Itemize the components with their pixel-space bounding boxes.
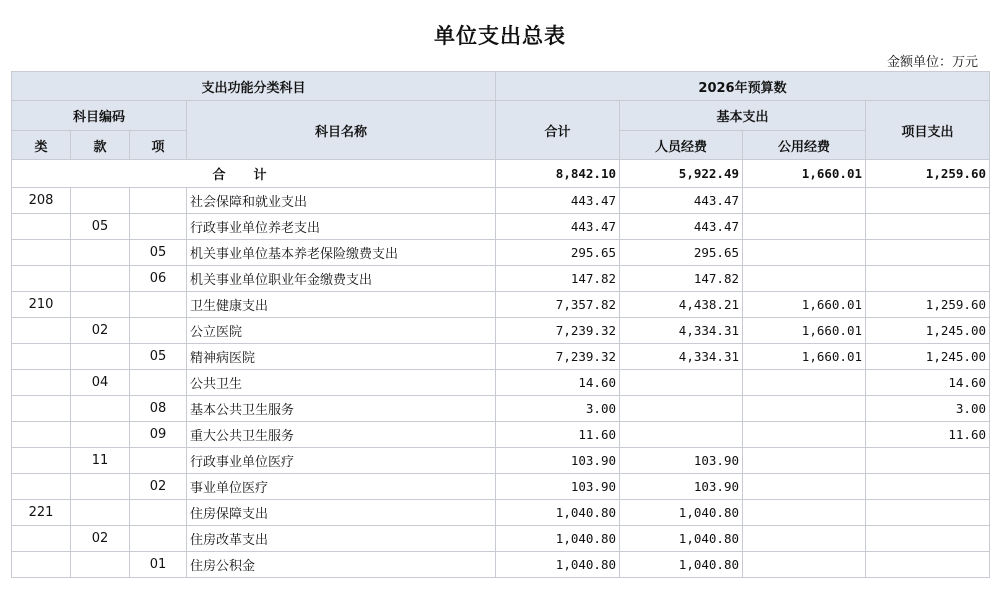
cell-project bbox=[866, 500, 990, 526]
unit-label: 金额单位：万元 bbox=[886, 55, 978, 70]
cell-public: 1,660.01 bbox=[743, 318, 866, 344]
cell-total: 14.60 bbox=[496, 370, 620, 396]
cell-subject-name: 机关事业单位基本养老保险缴费支出 bbox=[187, 240, 496, 266]
cell-xiang: 01 bbox=[130, 552, 187, 578]
cell-project: 14.60 bbox=[866, 370, 990, 396]
header-func-category: 支出功能分类科目 bbox=[12, 72, 496, 101]
cell-kuan bbox=[71, 500, 130, 526]
cell-subject-name: 事业单位医疗 bbox=[187, 474, 496, 500]
cell-personnel: 443.47 bbox=[620, 188, 743, 214]
cell-total: 295.65 bbox=[496, 240, 620, 266]
cell-total: 7,239.32 bbox=[496, 318, 620, 344]
cell-lei bbox=[12, 318, 71, 344]
cell-project bbox=[866, 448, 990, 474]
cell-xiang: 08 bbox=[130, 396, 187, 422]
cell-subject-name: 精神病医院 bbox=[187, 344, 496, 370]
cell-lei bbox=[12, 552, 71, 578]
cell-subject-name: 住房改革支出 bbox=[187, 526, 496, 552]
cell-xiang bbox=[130, 318, 187, 344]
header-public: 公用经费 bbox=[743, 131, 866, 160]
table-row bbox=[12, 292, 990, 318]
cell-total: 443.47 bbox=[496, 188, 620, 214]
cell-lei bbox=[12, 448, 71, 474]
table-row bbox=[12, 474, 990, 500]
cell-personnel: 103.90 bbox=[620, 448, 743, 474]
header-kuan: 款 bbox=[71, 131, 130, 160]
cell-project: 3.00 bbox=[866, 396, 990, 422]
cell-total: 1,040.80 bbox=[496, 526, 620, 552]
cell-personnel: 4,438.21 bbox=[620, 292, 743, 318]
cell-personnel: 1,040.80 bbox=[620, 500, 743, 526]
cell-personnel: 1,040.80 bbox=[620, 526, 743, 552]
table-row bbox=[12, 240, 990, 266]
cell-public bbox=[743, 552, 866, 578]
cell-subject-name: 公立医院 bbox=[187, 318, 496, 344]
cell-subject-name: 住房保障支出 bbox=[187, 500, 496, 526]
cell-total: 147.82 bbox=[496, 266, 620, 292]
cell-personnel: 147.82 bbox=[620, 266, 743, 292]
table-row bbox=[12, 448, 990, 474]
cell-subject-name: 行政事业单位养老支出 bbox=[187, 214, 496, 240]
table-row bbox=[12, 188, 990, 214]
cell-lei bbox=[12, 526, 71, 552]
cell-project bbox=[866, 474, 990, 500]
cell-total: 3.00 bbox=[496, 396, 620, 422]
total-public: 1,660.01 bbox=[743, 160, 866, 188]
cell-lei bbox=[12, 240, 71, 266]
cell-total: 443.47 bbox=[496, 214, 620, 240]
cell-public bbox=[743, 214, 866, 240]
total-row bbox=[12, 160, 990, 188]
cell-subject-name: 重大公共卫生服务 bbox=[187, 422, 496, 448]
cell-kuan bbox=[71, 188, 130, 214]
table-row bbox=[12, 344, 990, 370]
cell-public bbox=[743, 188, 866, 214]
cell-lei bbox=[12, 396, 71, 422]
cell-lei: 210 bbox=[12, 292, 71, 318]
cell-subject-name: 机关事业单位职业年金缴费支出 bbox=[187, 266, 496, 292]
cell-total: 7,239.32 bbox=[496, 344, 620, 370]
header-subject-code: 科目编码 bbox=[12, 101, 187, 131]
table-row bbox=[12, 370, 990, 396]
cell-total: 1,040.80 bbox=[496, 552, 620, 578]
cell-subject-name: 卫生健康支出 bbox=[187, 292, 496, 318]
cell-public: 1,660.01 bbox=[743, 344, 866, 370]
table-row bbox=[12, 526, 990, 552]
cell-xiang bbox=[130, 214, 187, 240]
cell-total: 11.60 bbox=[496, 422, 620, 448]
cell-kuan bbox=[71, 292, 130, 318]
cell-lei bbox=[12, 344, 71, 370]
cell-xiang: 02 bbox=[130, 474, 187, 500]
total-amount: 8,842.10 bbox=[496, 160, 620, 188]
cell-subject-name: 基本公共卫生服务 bbox=[187, 396, 496, 422]
cell-kuan: 04 bbox=[71, 370, 130, 396]
cell-public bbox=[743, 240, 866, 266]
cell-lei: 208 bbox=[12, 188, 71, 214]
cell-personnel: 4,334.31 bbox=[620, 318, 743, 344]
cell-personnel bbox=[620, 396, 743, 422]
cell-xiang: 05 bbox=[130, 344, 187, 370]
cell-xiang bbox=[130, 370, 187, 396]
cell-subject-name: 住房公积金 bbox=[187, 552, 496, 578]
cell-kuan bbox=[71, 344, 130, 370]
cell-lei bbox=[12, 422, 71, 448]
header-subject-name: 科目名称 bbox=[187, 101, 496, 160]
cell-personnel: 4,334.31 bbox=[620, 344, 743, 370]
cell-kuan bbox=[71, 396, 130, 422]
cell-project bbox=[866, 552, 990, 578]
cell-personnel: 1,040.80 bbox=[620, 552, 743, 578]
total-label: 合计 bbox=[12, 160, 496, 188]
cell-project bbox=[866, 214, 990, 240]
expenditure-table bbox=[11, 71, 990, 578]
total-project: 1,259.60 bbox=[866, 160, 990, 188]
cell-kuan bbox=[71, 474, 130, 500]
header-xiang: 项 bbox=[130, 131, 187, 160]
cell-subject-name: 社会保障和就业支出 bbox=[187, 188, 496, 214]
header-row-1 bbox=[12, 72, 990, 101]
cell-public bbox=[743, 370, 866, 396]
table-row bbox=[12, 552, 990, 578]
cell-kuan: 02 bbox=[71, 318, 130, 344]
table-row bbox=[12, 318, 990, 344]
cell-project: 1,245.00 bbox=[866, 344, 990, 370]
table-row bbox=[12, 266, 990, 292]
cell-public bbox=[743, 266, 866, 292]
cell-kuan bbox=[71, 552, 130, 578]
page-title: 单位支出总表 bbox=[434, 24, 566, 48]
header-budget-year: 2026年预算数 bbox=[496, 72, 990, 101]
cell-xiang bbox=[130, 292, 187, 318]
header-basic: 基本支出 bbox=[620, 101, 866, 131]
cell-xiang: 05 bbox=[130, 240, 187, 266]
cell-xiang bbox=[130, 526, 187, 552]
cell-xiang bbox=[130, 448, 187, 474]
cell-public bbox=[743, 474, 866, 500]
header-project: 项目支出 bbox=[866, 101, 990, 160]
cell-xiang: 09 bbox=[130, 422, 187, 448]
cell-public bbox=[743, 526, 866, 552]
cell-total: 1,040.80 bbox=[496, 500, 620, 526]
header-personnel: 人员经费 bbox=[620, 131, 743, 160]
cell-lei bbox=[12, 266, 71, 292]
cell-personnel: 103.90 bbox=[620, 474, 743, 500]
cell-personnel: 295.65 bbox=[620, 240, 743, 266]
cell-project bbox=[866, 188, 990, 214]
cell-personnel bbox=[620, 422, 743, 448]
cell-personnel: 443.47 bbox=[620, 214, 743, 240]
cell-project: 1,245.00 bbox=[866, 318, 990, 344]
cell-lei bbox=[12, 214, 71, 240]
header-total: 合计 bbox=[496, 101, 620, 160]
cell-project bbox=[866, 240, 990, 266]
table-row bbox=[12, 396, 990, 422]
cell-personnel bbox=[620, 370, 743, 396]
cell-total: 7,357.82 bbox=[496, 292, 620, 318]
cell-total: 103.90 bbox=[496, 448, 620, 474]
cell-xiang: 06 bbox=[130, 266, 187, 292]
cell-kuan bbox=[71, 240, 130, 266]
cell-lei bbox=[12, 474, 71, 500]
cell-public bbox=[743, 500, 866, 526]
cell-public: 1,660.01 bbox=[743, 292, 866, 318]
cell-project: 1,259.60 bbox=[866, 292, 990, 318]
cell-kuan: 11 bbox=[71, 448, 130, 474]
table-row bbox=[12, 214, 990, 240]
cell-total: 103.90 bbox=[496, 474, 620, 500]
cell-project bbox=[866, 266, 990, 292]
cell-kuan: 02 bbox=[71, 526, 130, 552]
table-row bbox=[12, 500, 990, 526]
cell-lei: 221 bbox=[12, 500, 71, 526]
cell-project bbox=[866, 526, 990, 552]
cell-lei bbox=[12, 370, 71, 396]
header-lei: 类 bbox=[12, 131, 71, 160]
cell-xiang bbox=[130, 500, 187, 526]
cell-kuan bbox=[71, 422, 130, 448]
cell-kuan bbox=[71, 266, 130, 292]
total-personnel: 5,922.49 bbox=[620, 160, 743, 188]
cell-kuan: 05 bbox=[71, 214, 130, 240]
header-row-2 bbox=[12, 101, 990, 131]
cell-public bbox=[743, 396, 866, 422]
cell-xiang bbox=[130, 188, 187, 214]
cell-subject-name: 行政事业单位医疗 bbox=[187, 448, 496, 474]
cell-project: 11.60 bbox=[866, 422, 990, 448]
table-row bbox=[12, 422, 990, 448]
cell-public bbox=[743, 448, 866, 474]
cell-subject-name: 公共卫生 bbox=[187, 370, 496, 396]
cell-public bbox=[743, 422, 866, 448]
